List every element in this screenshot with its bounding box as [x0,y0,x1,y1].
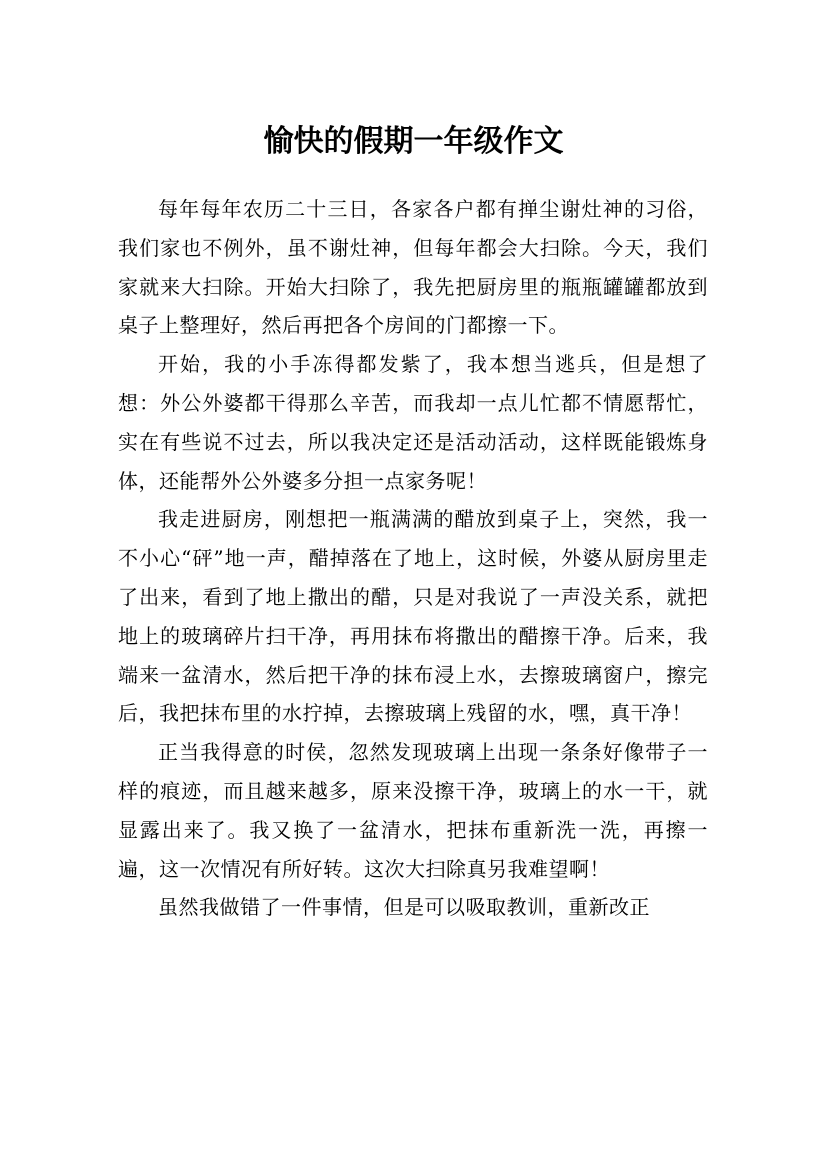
paragraph-1: 每年每年农历二十三日，各家各户都有掸尘谢灶神的习俗，我们家也不例外，虽不谢灶神，但每年都会大扫除。今天，我们家就来大扫除。开始大扫除了，我先把厨房里的瓶瓶罐罐都放到桌子上整理好，然后再把各个房间的门都擦一下。 [118,197,708,338]
paragraph-4: 正当我得意的时侯，忽然发现玻璃上出现一条条好像带子一样的痕迹，而且越来越多，原来没擦干净，玻璃上的水一干，就显露出来了。我又换了一盆清水，把抹布重新洗一洗，再擦一遍，这一次情况有所好转。这次大扫除真另我难望啊！ [118,740,708,881]
paragraph-5: 虽然我做错了一件事情，但是可以吸取教训，重新改正 [158,895,650,920]
document-title: 愉快的假期一年级作文 [263,124,564,160]
paragraph-3: 我走进厨房，刚想把一瓶满满的醋放到桌子上，突然，我一不小心“砰”地一声，醋掉落在了地上，这时候，外婆从厨房里走了出来，看到了地上撒出的醋，只是对我说了一声没关系，就把地上的玻璃碎片扫干净，再用抹布将撒出的醋擦干净。后来，我端来一盆清水，然后把干净的抹布浸上水，去擦玻璃窗户，擦完后，我把抹布里的水拧掉，去擦玻璃上残留的水，嘿，真干净！ [118,507,708,726]
document-body [118,190,708,927]
paragraph-2: 开始，我的小手冻得都发紫了，我本想当逃兵，但是想了想：外公外婆都干得那么辛苦，而我却一点儿忙都不情愿帮忙，实在有些说不过去，所以我决定还是活动活动，这样既能锻炼身体，还能帮外公外婆多分担一点家务呢！ [118,352,708,493]
